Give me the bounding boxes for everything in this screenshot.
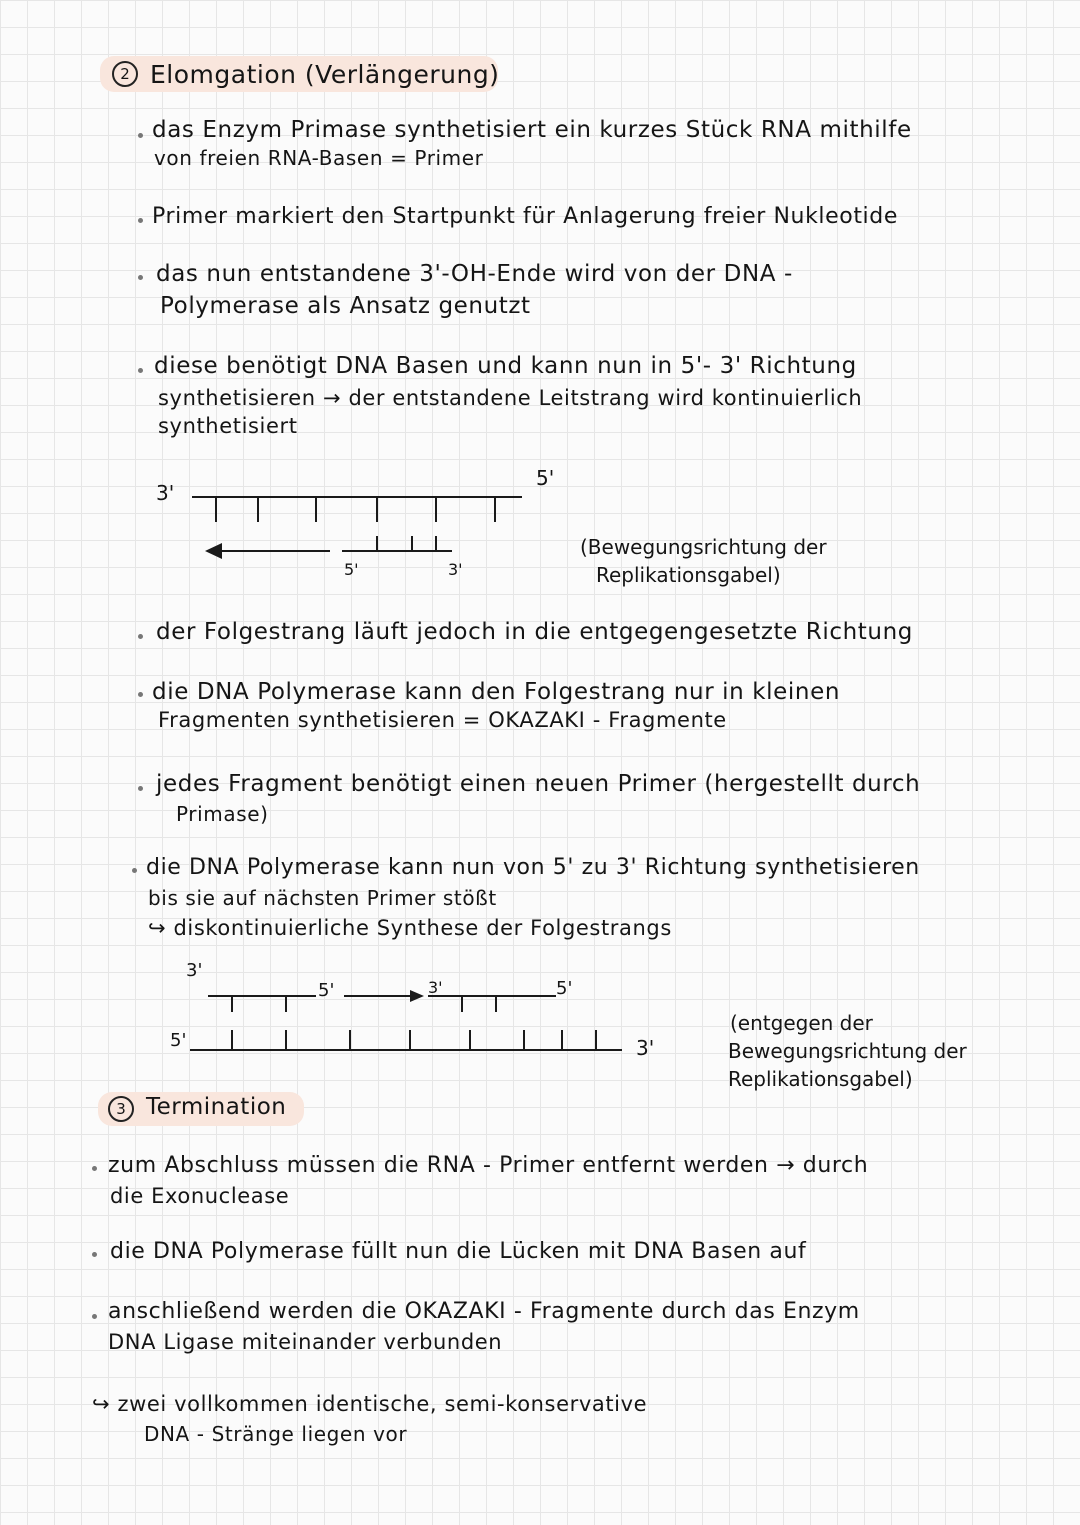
note-line: das Enzym Primase synthetisiert ein kurzes Stück RNA mithilfe	[152, 117, 912, 143]
conclusion-line: DNA - Stränge liegen vor	[144, 1422, 408, 1446]
note-line: DNA Ligase miteinander verbunden	[108, 1330, 503, 1354]
note-line: synthetisieren → der entstandene Leitstrang wird kontinuierlich	[158, 386, 863, 410]
section-number-badge: 2	[112, 61, 138, 87]
strand-end-label: 5'	[556, 978, 573, 999]
section-heading-elongation: Elomgation (Verlängerung)	[150, 60, 500, 89]
note-line: zum Abschluss müssen die RNA - Primer entfernt werden → durch	[108, 1153, 869, 1178]
diagram-annotation: Bewegungsrichtung der	[728, 1039, 967, 1063]
note-line: Primase)	[176, 802, 269, 826]
section-number-badge: 3	[108, 1096, 134, 1122]
strand-end-label: 5'	[318, 980, 335, 1001]
strand-end-label: 3'	[636, 1036, 655, 1060]
note-line: ↪ diskontinuierliche Synthese der Folgestrangs	[148, 916, 672, 940]
strand-end-label: 5'	[536, 466, 555, 490]
note-line: das nun entstandene 3'-OH-Ende wird von der DNA -	[156, 261, 793, 287]
section-heading-termination: Termination	[146, 1094, 287, 1120]
diagram-annotation: (Bewegungsrichtung der	[580, 535, 827, 559]
note-line: die DNA Polymerase kann nun von 5' zu 3' Richtung synthetisieren	[146, 855, 920, 880]
note-line: die Exonuclease	[110, 1184, 290, 1208]
bullet-dot	[92, 1314, 97, 1319]
note-line: die DNA Polymerase kann den Folgestrang nur in kleinen	[152, 679, 841, 705]
conclusion-line: ↪ zwei vollkommen identische, semi-konservative	[92, 1392, 648, 1416]
bullet-dot	[92, 1252, 97, 1257]
note-line: der Folgestrang läuft jedoch in die entgegengesetzte Richtung	[156, 619, 913, 645]
strand-end-label: 3'	[156, 481, 175, 505]
note-line: die DNA Polymerase füllt nun die Lücken mit DNA Basen auf	[110, 1239, 807, 1264]
diagram-annotation: (entgegen der	[730, 1011, 873, 1035]
diagram-annotation: Replikationsgabel)	[728, 1067, 913, 1091]
note-line: Polymerase als Ansatz genutzt	[160, 293, 531, 319]
strand-end-label: 3'	[448, 560, 463, 579]
note-line: bis sie auf nächsten Primer stößt	[148, 886, 497, 910]
strand-end-label: 3'	[428, 978, 443, 997]
note-line: Fragmenten synthetisieren = OKAZAKI - Fragmente	[158, 708, 727, 732]
note-line: Primer markiert den Startpunkt für Anlagerung freier Nukleotide	[152, 204, 898, 229]
diagram-annotation: Replikationsgabel)	[596, 563, 781, 587]
note-line: von freien RNA-Basen = Primer	[154, 146, 484, 170]
bullet-dot	[92, 1166, 97, 1171]
note-line: jedes Fragment benötigt einen neuen Primer (hergestellt durch	[156, 771, 921, 797]
note-line: diese benötigt DNA Basen und kann nun in 5'- 3' Richtung	[154, 353, 857, 379]
note-line: anschließend werden die OKAZAKI - Fragmente durch das Enzym	[108, 1299, 860, 1324]
strand-end-label: 3'	[186, 960, 203, 981]
strand-end-label: 5'	[344, 560, 359, 579]
note-line: synthetisiert	[158, 414, 298, 438]
strand-end-label: 5'	[170, 1030, 187, 1051]
